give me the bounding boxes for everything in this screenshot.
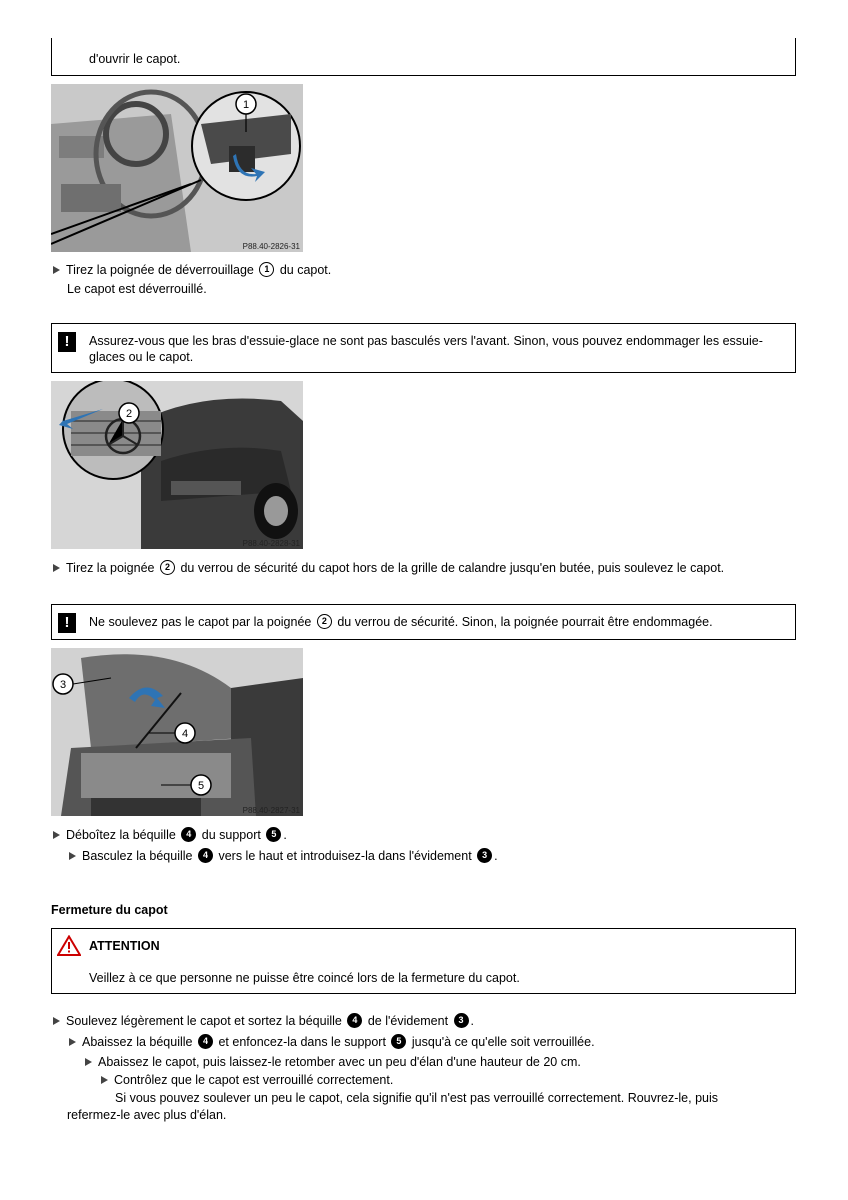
callout-number-3: 3 bbox=[454, 1013, 469, 1028]
callout-5: 5 bbox=[197, 780, 205, 792]
bullet-arrow-icon bbox=[53, 564, 60, 572]
step-lift-hood: Soulevez légèrement le capot et sortez la béquille 4 de l'évidement 3 . bbox=[53, 1013, 474, 1028]
attention-title: ATTENTION bbox=[89, 939, 160, 953]
callout-number-3: 3 bbox=[477, 848, 492, 863]
step-lower-prop: Abaissez la béquille 4 et enfoncez-la dans le support 5 jusqu'à ce qu'elle soit verrouillée. bbox=[69, 1034, 595, 1049]
bullet-arrow-icon bbox=[69, 1038, 76, 1046]
attention-triangle-icon bbox=[57, 935, 81, 956]
figure-hood-prop bbox=[51, 648, 303, 816]
callout-1: 1 bbox=[242, 99, 250, 111]
warning-text: Ne soulevez pas le capot par la poignée 2 du verrou de sécurité. Sinon, la poignée pourrait être endommagée. bbox=[89, 615, 713, 629]
warning-box-handle bbox=[51, 604, 796, 640]
note-text-line2: refermez-le avec plus d'élan. bbox=[67, 1108, 227, 1122]
callout-number-5: 5 bbox=[391, 1034, 406, 1049]
step-unclip-prop: Déboîtez la béquille 4 du support 5 . bbox=[53, 827, 287, 842]
figure-caption: P88.40-2826-31 bbox=[242, 242, 300, 251]
warning-exclamation-icon: ! bbox=[58, 613, 76, 633]
callout-number-4: 4 bbox=[198, 1034, 213, 1049]
continuation-box bbox=[51, 38, 796, 76]
callout-number-5: 5 bbox=[266, 827, 281, 842]
warning-exclamation-icon: ! bbox=[58, 332, 76, 352]
section-heading: Fermeture du capot bbox=[51, 903, 168, 917]
bullet-arrow-icon bbox=[101, 1076, 108, 1084]
callout-number-2: 2 bbox=[160, 560, 175, 575]
bullet-arrow-icon bbox=[53, 831, 60, 839]
bullet-arrow-icon bbox=[53, 1017, 60, 1025]
bullet-arrow-icon bbox=[85, 1058, 92, 1066]
callout-number-2: 2 bbox=[317, 614, 332, 629]
note-text-line1: Si vous pouvez soulever un peu le capot, cela signifie qu'il n'est pas verrouillé correctement. Rouvrez-le, puis bbox=[115, 1091, 719, 1105]
figure-caption: P88.40-2827-31 bbox=[242, 806, 300, 815]
continuation-text: d'ouvrir le capot. bbox=[89, 52, 181, 66]
step-pull-release-handle: Tirez la poignée de déverrouillage 1 du capot. bbox=[53, 262, 331, 277]
callout-2: 2 bbox=[125, 408, 133, 420]
bullet-arrow-icon bbox=[69, 852, 76, 860]
bullet-arrow-icon bbox=[53, 266, 60, 274]
callout-number-1: 1 bbox=[259, 262, 274, 277]
step-check-locked: Contrôlez que le capot est verrouillé correctement. bbox=[101, 1073, 393, 1087]
warning-text: Assurez-vous que les bras d'essuie-glace ne sont pas basculés vers l'avant. Sinon, vous pouvez endommager les essuie-glaces ou le capot. bbox=[89, 334, 763, 364]
step-pull-safety-catch: Tirez la poignée 2 du verrou de sécurité du capot hors de la grille de calandre jusqu'en butée, puis soulevez le capot. bbox=[53, 560, 724, 575]
step-result-text: Le capot est déverrouillé. bbox=[67, 282, 207, 296]
callout-4: 4 bbox=[181, 728, 189, 740]
attention-box bbox=[51, 928, 796, 994]
warning-box-wipers bbox=[51, 323, 796, 373]
step-insert-prop: Basculez la béquille 4 vers le haut et introduisez-la dans l'évidement 3 . bbox=[69, 848, 498, 863]
callout-number-4: 4 bbox=[181, 827, 196, 842]
figure-caption: P88.40-2828-31 bbox=[242, 539, 300, 548]
step-lower-hood: Abaissez le capot, puis laissez-le retomber avec un peu d'élan d'une hauteur de 20 cm. bbox=[85, 1055, 581, 1069]
attention-text: Veillez à ce que personne ne puisse être coincé lors de la fermeture du capot. bbox=[89, 971, 520, 985]
callout-3: 3 bbox=[59, 679, 67, 691]
figure-safety-catch bbox=[51, 381, 303, 549]
callout-number-4: 4 bbox=[347, 1013, 362, 1028]
callout-number-4: 4 bbox=[198, 848, 213, 863]
figure-hood-release-handle bbox=[51, 84, 303, 252]
